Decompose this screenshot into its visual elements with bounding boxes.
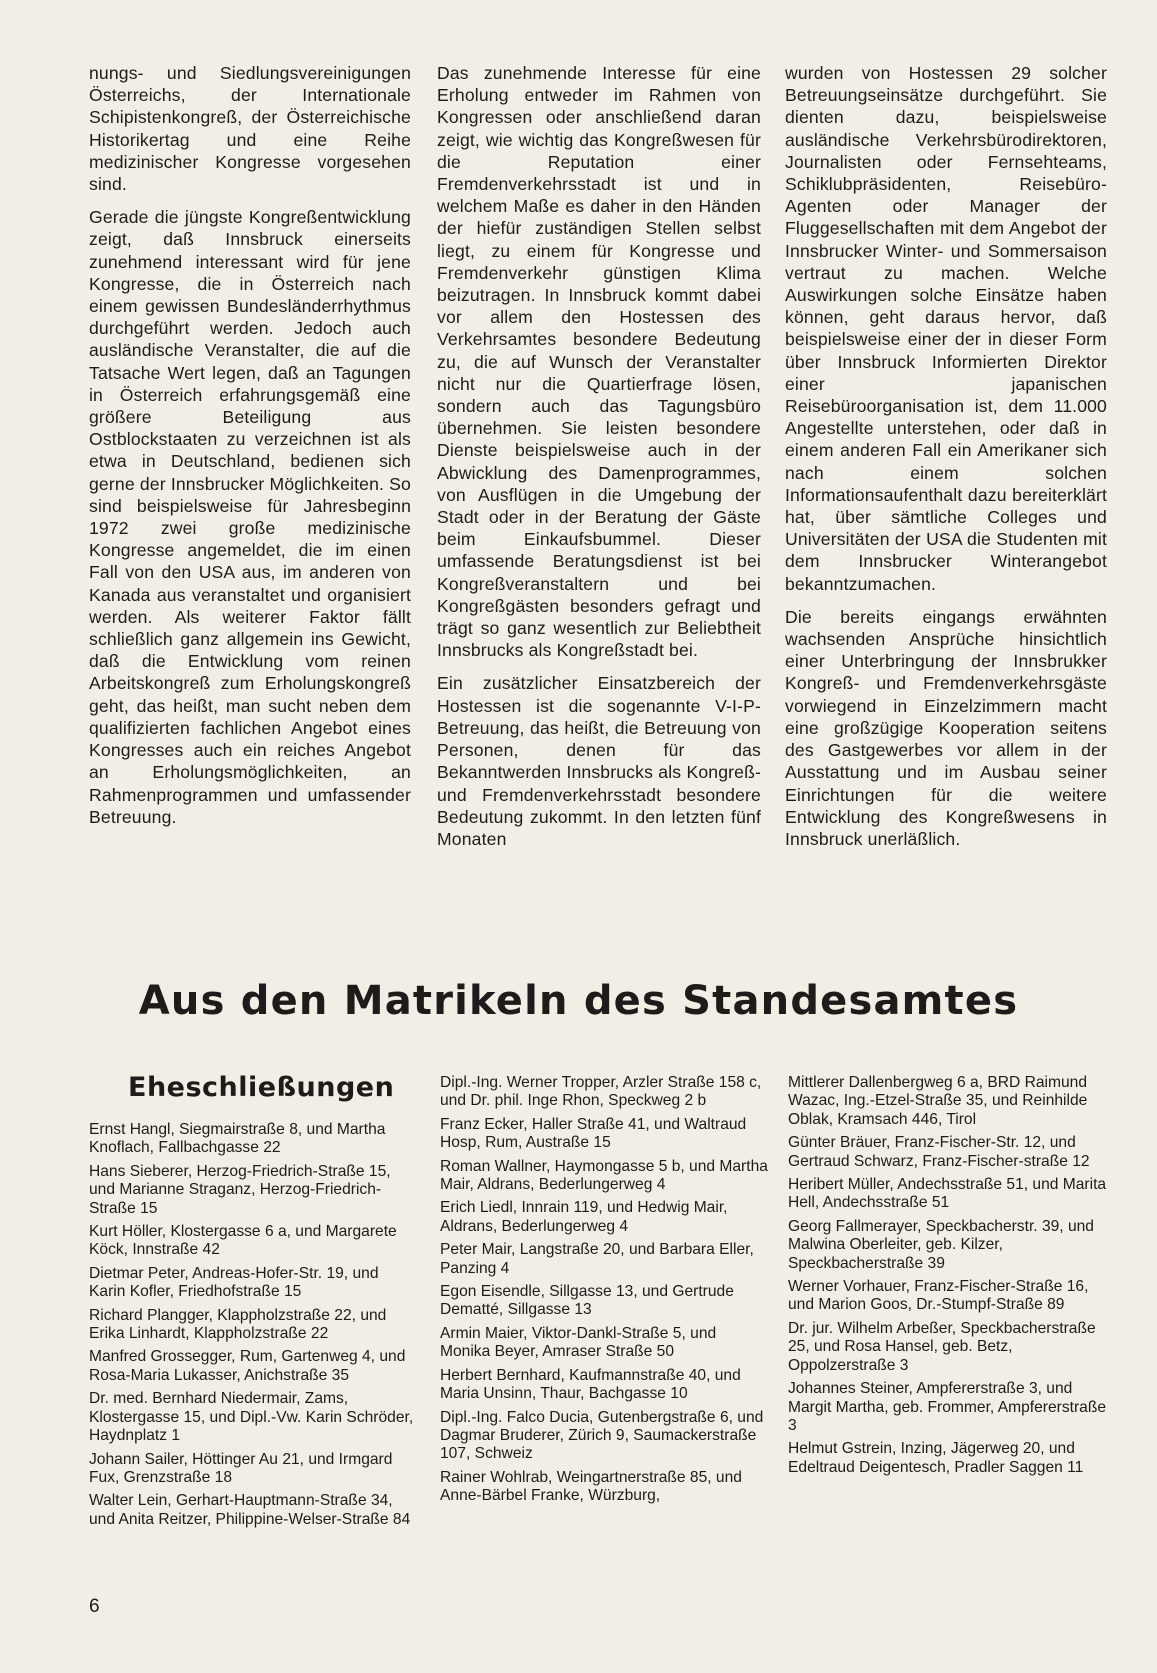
page-number: 6 [89,1596,100,1617]
article-column-3 [785,62,1107,861]
marriage-list-column-3 [788,1074,1118,1482]
list-item: Johann Sailer, Höttinger Au 21, und Irmgard Fux, Grenzstraße 18 [89,1450,393,1486]
list-item: Manfred Grossegger, Rum, Gartenweg 4, und Rosa-Maria Lukasser, Anichstraße 35 [89,1348,406,1384]
paragraph: Das zunehmende Interesse für eine Erholung entweder im Rahmen von Kongressen oder anschließend daran zeigt, wie wichtig das Kongreßwesen für die Reputation einer Fremdenverkehrsstadt ist und in welchem Maße es daher in den Händen der hiefür zuständigen Stellen selbst liegt, zu einem für Kongresse und Fremdenverkehr günstigen Klima beizutragen. In Innsbruck kommt dabei vor allem den Hostessen des Verkehrsamtes besondere Bedeutung zu, die auf Wunsch der Veranstalter nicht nur die Quartierfrage lösen, sondern auch das Tagungsbüro übernehmen. Sie leisten besondere Dienste beispielsweise auch in der Abwicklung des Damenprogrammes, von Ausflügen in die Umgebung der Stadt oder in der Beratung der Gäste beim Einkaufsbummel. Dieser umfassende Beratungsdienst ist bei Kongreßveranstaltern und bei Kongreßgästen besonders gefragt und trägt so ganz wesentlich zur Beliebtheit Innsbrucks als Kongreßstadt bei. [437,63,761,661]
list-item: Peter Mair, Langstraße 20, und Barbara Eller, Panzing 4 [440,1241,754,1277]
list-item: Roman Wallner, Haymongasse 5 b, und Martha Mair, Aldrans, Bederlungerweg 4 [440,1157,768,1194]
paragraph: Gerade die jüngste Kongreßentwicklung zeigt, daß Innsbruck einerseits zunehmend interessant wird für jene Kongresse, die in Österreich nach einem gewissen Bundesländerrhythmus durchgeführt werden. Jedoch auch ausländische Veranstalter, die auf die Tatsache Wert legen, daß an Tagungen in Österreich erfahrungsgemäß eine größere Beteiligung aus Ostblockstaaten zu verzeichnen ist als etwa in Deutschland, bedienen sich gerne der Innsbrucker Möglichkeiten. So sind beispielsweise für Jahresbeginn 1972 zwei große medizinische Kongresse angemeldet, die im einen Fall von den USA aus, im anderen von Kanada aus veranstaltet und organisiert werden. Als weiterer Faktor fällt schließlich ganz allgemein ins Gewicht, daß die Entwicklung vom reinen Arbeitskongreß zum Erholungskongreß geht, das heißt, man sucht neben dem qualifizierten fachlichen Angebot eines Kongresses auch ein reiches Angebot an Erholungsmöglichkeiten, an Rahmenprogrammen und umfassender Betreuung. [89,207,411,827]
article-column-1 [89,62,411,839]
list-item: Dipl.-Ing. Falco Ducia, Gutenbergstraße 6, und Dagmar Bruderer, Zürich 9, Saumackerstraße 107, Schweiz [440,1408,764,1463]
list-item: Johannes Steiner, Ampfererstraße 3, und Margit Martha, geb. Frommer, Ampfererstraße 3 [788,1380,1107,1434]
list-item: Günter Bräuer, Franz-Fischer-Str. 12, und Gertraud Schwarz, Franz-Fischer-straße 12 [788,1134,1090,1170]
list-item: Ernst Hangl, Siegmairstraße 8, und Martha Knoflach, Fallbachgasse 22 [89,1121,386,1157]
list-item: Dietmar Peter, Andreas-Hofer-Str. 19, und Karin Kofler, Friedhofstraße 15 [89,1264,379,1301]
list-item: Mittlerer Dallenbergweg 6 a, BRD Raimund Wazac, Ing.-Etzel-Straße 35, und Reinhilde Oblak, Kramsach 446, Tirol [788,1074,1088,1128]
list-item: Heribert Müller, Andechsstraße 51, und Marita Hell, Andechsstraße 51 [788,1176,1107,1212]
list-item: Hans Sieberer, Herzog-Friedrich-Straße 15, und Marianne Straganz, Herzog-Friedrich-Straße 15 [89,1162,391,1217]
paragraph: wurden von Hostessen 29 solcher Betreuungseinsätze durchgeführt. Sie dienten dazu, beispielsweise ausländische Verkehrsbürodirektoren, Journalisten oder Fernsehteams, Schiklubpräsidenten, Reisebüro-Agenten oder Manager der Fluggesellschaften mit dem Angebot der Innsbrucker Winter- und Sommersaison vertraut zu machen. Welche Auswirkungen solche Einsätze haben können, geht daraus hervor, daß beispielsweise einer der in dieser Form über Innsbruck Informierten Direktor einer japanischen Reisebüroorganisation ist, dem 11.000 Angestellte unterstehen, oder daß in einem anderen Fall ein Amerikaner sich nach einem solchen Informationsaufenthalt dazu bereiterklärt hat, über sämtliche Colleges und Universitäten der USA die Studenten mit dem Innsbrucker Winterangebot bekanntzumachen. [785,63,1107,594]
marriage-list-column-2 [440,1074,770,1511]
paragraph: Ein zusätzlicher Einsatzbereich der Hostessen ist die sogenannte V-I-P-Betreuung, das heißt, die Betreuung von Personen, denen für das Bekanntwerden Innsbrucks als Kongreß- und Fremdenverkehrsstadt besondere Bedeutung zukommt. In den letzten fünf Monaten [437,673,761,849]
list-item: Dipl.-Ing. Werner Tropper, Arzler Straße 158 c, und Dr. phil. Inge Rhon, Speckweg 2 b [440,1074,762,1110]
section-headline: Aus den Matrikeln des Standesamtes [138,978,1019,1024]
list-item: Egon Eisendle, Sillgasse 13, und Gertrude Dematté, Sillgasse 13 [440,1283,734,1319]
paragraph: Die bereits eingangs erwähnten wachsenden Ansprüche hinsichtlich einer Unterbringung der Innsbrukker Kongreß- und Fremdenverkehrsgäste vorwiegend in Einzelzimmern macht eine großzügige Kooperation seitens des Gastgewerbes vor allem in der Ausstattung und im Ausbau seiner Einrichtungen für die weitere Entwicklung des Kongreßwesens in Innsbruck unerläßlich. [785,606,1107,849]
list-item: Armin Maier, Viktor-Dankl-Straße 5, und Monika Beyer, Amraser Straße 50 [440,1324,717,1361]
list-item: Walter Lein, Gerhart-Hauptmann-Straße 34, und Anita Reitzer, Philippine-Welser-Straße 84 [89,1492,411,1528]
list-item: Herbert Bernhard, Kaufmannstraße 40, und Maria Unsinn, Thaur, Bachgasse 10 [440,1366,741,1403]
list-item: Richard Plangger, Klappholzstraße 22, und Erika Linhardt, Klappholzstraße 22 [89,1306,387,1343]
subsection-title: Eheschließungen [128,1072,395,1103]
list-item: Dr. jur. Wilhelm Arbeßer, Speckbacherstraße 25, und Rosa Hansel, geb. Betz, Oppolzerstraße 3 [788,1319,1096,1374]
list-item: Rainer Wohlrab, Weingartnerstraße 85, und Anne-Bärbel Franke, Würzburg, [440,1468,742,1505]
list-item: Helmut Gstrein, Inzing, Jägerweg 20, und Edeltraud Deigentesch, Pradler Saggen 11 [788,1440,1084,1476]
list-item: Dr. med. Bernhard Niedermair, Zams, Klostergasse 15, und Dipl.-Vw. Karin Schröder, Haydnplatz 1 [89,1390,414,1445]
list-item: Werner Vorhauer, Franz-Fischer-Straße 16, und Marion Goos, Dr.-Stumpf-Straße 89 [788,1278,1089,1314]
article-column-2 [437,62,761,861]
list-item: Kurt Höller, Klostergasse 6 a, und Margarete Köck, Innstraße 42 [89,1223,397,1259]
paragraph: nungs- und Siedlungsvereinigungen Österreichs, der Internationale Schipistenkongreß, der Österreichische Historikertag und eine Reihe medizinischer Kongresse vorgesehen sind. [89,63,411,195]
list-item: Franz Ecker, Haller Straße 41, und Waltraud Hosp, Rum, Austraße 15 [440,1115,747,1152]
list-item: Georg Fallmerayer, Speckbacherstr. 39, und Malwina Oberleiter, geb. Kilzer, Speckbacherstraße 39 [788,1217,1094,1272]
marriage-list-column-1 [89,1121,419,1534]
list-item: Erich Liedl, Innrain 119, und Hedwig Mair, Aldrans, Bederlungerweg 4 [440,1199,728,1235]
